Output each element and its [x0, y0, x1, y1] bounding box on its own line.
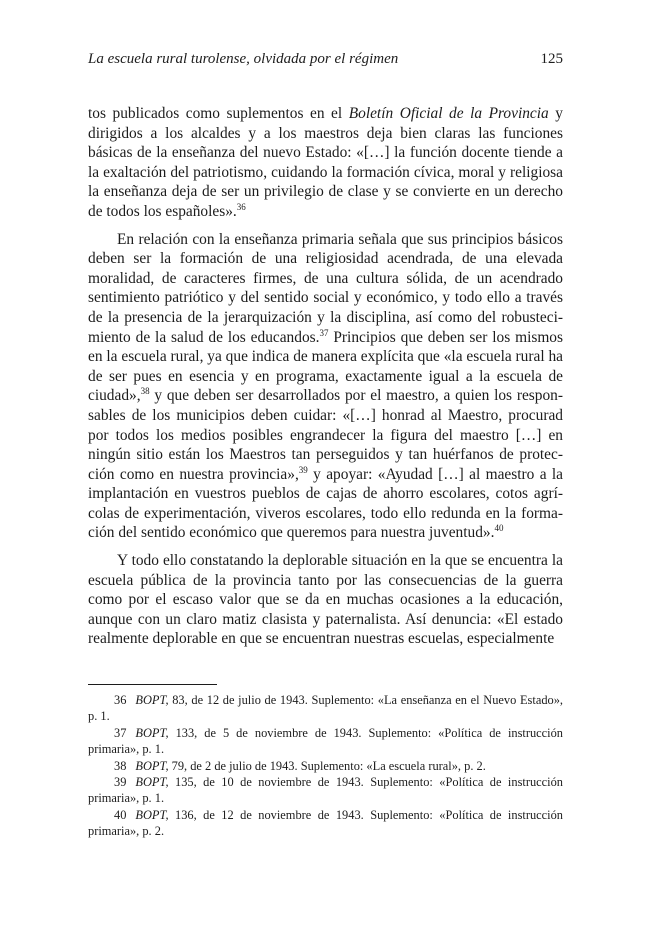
footnote-source: BOPT,: [135, 725, 169, 740]
paragraph-3: Y todo ello constatando la deplorable situación en la que se encuentra la escuela pública de la provincia tanto por las consecuencias de la guerra como por el escaso valor que se da en muchas ocasiones a la educación, aunque con un claro matiz clasista y paternalista. Así denuncia: «El estado realmente deplorable en que se encuentran nuestras escuelas, especialmente: [88, 552, 563, 648]
footnote-source: BOPT,: [135, 758, 169, 773]
footnote-number: 36: [114, 693, 127, 707]
paragraph-2-text-c: y que deben ser desarrollados por el maestro, a quien los responsables de los municipios deben cuidar: «[…] honrad al Maestro, procurad por todos los medios posibles engrandecer la figura del maestro […] en ningún sitio están los Maestros tan perseguidos y tan huérfanos de protección como en nuestra provincia»,: [88, 387, 563, 483]
page-number: 125: [540, 51, 563, 67]
footnote-divider: [88, 684, 217, 685]
footnote-ref-38[interactable]: 38: [140, 386, 150, 397]
footnote-number: 40: [114, 807, 127, 822]
footnote-36: [88, 692, 563, 725]
paragraph-2-text-b: Principios que deben ser los mismos en la escuela rural, ya que indica de manera explícita que «la escuela rural ha de ser pues en esencia y en programa, exactamente igual a la escuela de ciudad»,: [88, 328, 563, 405]
paragraph-2-text-a: En relación con la enseñanza primaria señala que sus principios básicos deben ser la formación de una religiosidad acendrada, de una elevada moralidad, de caracteres firmes, de una cultura sólida, de un acendrado sentimiento patriótico y del sentido social y económico, y todo ello a través de la presencia de la jerarquización y la disciplina, así como del robustecimiento de la salud de los educandos.: [88, 230, 563, 346]
paragraph-2: [88, 230, 563, 544]
paragraph-1: [88, 104, 563, 222]
footnote-source: BOPT,: [135, 775, 169, 790]
footnote-source: BOPT,: [135, 693, 169, 707]
footnote-number: 39: [114, 775, 127, 790]
paragraph-1-text-a: tos publicados como suplementos en el: [88, 105, 349, 122]
journal-title: Boletín Oficial de la Provincia: [348, 105, 549, 122]
footnote-37: [88, 725, 563, 758]
footnote-text: 83, de 12 de julio de 1943. Suplemento: «La enseñanza en el Nuevo Estado», p. 1.: [88, 693, 563, 724]
footnote-number: 38: [114, 758, 127, 773]
paragraph-2-text-d: y apoyar: «Ayudad […] al maestro a la implantación en vuestros pueblos de cajas de ahorro escolares, cotos agrícolas de experimentación, viveros escolares, todo ello redunda en la formación del sentido económico que queremos para nuestra juventud».: [88, 465, 563, 542]
footnote-39: [88, 774, 563, 807]
footnote-ref-37[interactable]: 37: [319, 327, 329, 338]
running-title: La escuela rural turolense, olvidada por el régimen: [88, 51, 399, 67]
paragraph-1-text-b: y dirigidos a los alcaldes y a los maestros deja bien claras las funciones básicas de la enseñanza del nuevo Estado: «[…] la función docente tiende a la exaltación del patriotismo, cuidando la formación cívica, moral y religiosa la enseñanza deja de ser un privilegio de clase y se convierte en un derecho de todos los españoles».: [88, 105, 563, 220]
footnote-40: [88, 807, 563, 840]
footnote-source: BOPT,: [135, 807, 169, 822]
footnote-text: 135, de 10 de noviembre de 1943. Suplemento: «Política de instrucción primaria», p. 1.: [88, 775, 563, 806]
footnotes: [88, 692, 563, 840]
footnote-text: 136, de 12 de noviembre de 1943. Suplemento: «Política de instrucción primaria», p. 2.: [88, 807, 563, 839]
footnote-number: 37: [114, 725, 127, 740]
footnote-38: [88, 758, 563, 774]
footnote-ref-39[interactable]: 39: [298, 464, 308, 475]
footnote-text: 79, de 2 de julio de 1943. Suplemento: «La escuela rural», p. 2.: [168, 758, 486, 773]
running-header: [88, 51, 563, 71]
footnote-ref-40[interactable]: 40: [494, 523, 504, 534]
footnote-ref-36[interactable]: 36: [236, 201, 246, 212]
body-text: [88, 104, 563, 649]
footnote-text: 133, de 5 de noviembre de 1943. Suplemento: «Política de instrucción primaria», p. 1.: [88, 725, 563, 757]
